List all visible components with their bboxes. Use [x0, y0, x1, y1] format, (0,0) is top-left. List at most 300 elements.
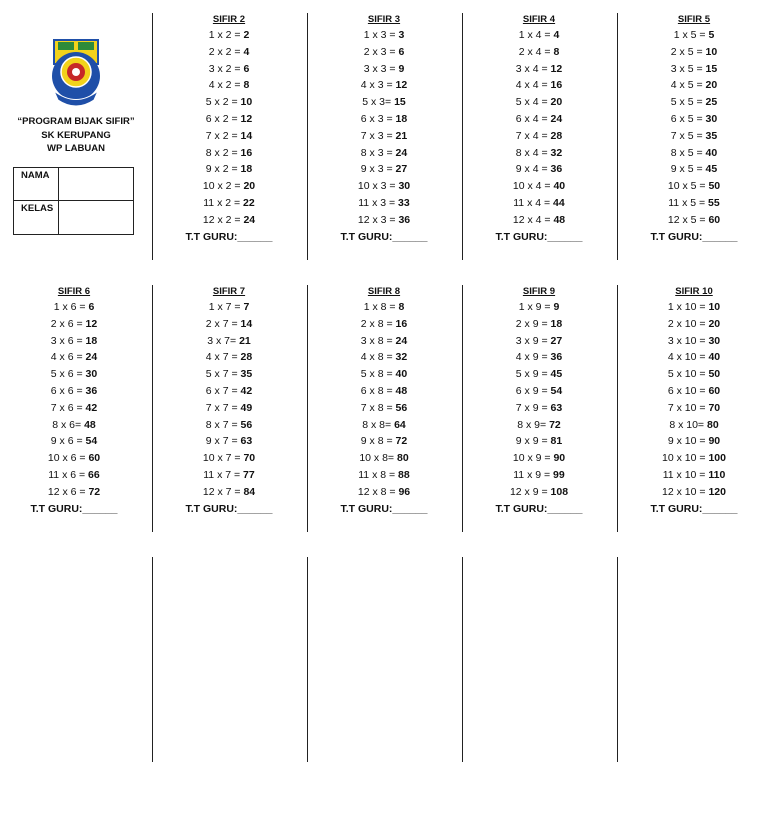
- sifir-row: [154, 433, 304, 450]
- sifir-title: SIFIR 6: [57, 286, 91, 297]
- sifir-answer: 30: [398, 180, 411, 193]
- sifir-answer: 100: [708, 452, 726, 465]
- sifir-answer: 64: [394, 418, 406, 431]
- sifir-answer: 48: [553, 213, 566, 226]
- sifir-row: [154, 467, 304, 484]
- sifir-answer: 33: [398, 196, 410, 209]
- teacher-signature-line: T.T GURU:______: [340, 502, 428, 515]
- sifir-question: 12 x 3 =: [357, 213, 399, 226]
- sifir-question: 6 x 6 =: [50, 384, 86, 397]
- sifir-question: 3 x 10 =: [667, 334, 709, 347]
- sifir-answer: 18: [395, 112, 408, 125]
- sifir-question: 12 x 6 =: [47, 485, 89, 498]
- sifir-answer: 70: [243, 452, 256, 465]
- sifir-question: 5 x 5 =: [670, 96, 706, 109]
- sifir-row: [619, 299, 768, 316]
- sifir-row: [464, 128, 614, 145]
- sifir-answer: 14: [240, 129, 253, 142]
- sifir-answer: 24: [395, 334, 408, 347]
- sifir-answer: 36: [85, 384, 98, 397]
- sifir-question: 5 x 7 =: [205, 368, 241, 381]
- sifir-answer: 16: [550, 79, 563, 92]
- teacher-signature-line: T.T GURU:______: [495, 502, 583, 515]
- sifir-question: 6 x 9 =: [515, 384, 551, 397]
- sifir-row: [619, 400, 768, 417]
- sifir-row: [0, 417, 149, 434]
- sifir-answer: 36: [398, 213, 411, 226]
- sifir-row: [464, 161, 614, 178]
- sifir-row: [0, 316, 149, 333]
- sifir-answer: 16: [240, 146, 253, 159]
- sifir-question: 6 x 7 =: [205, 384, 241, 397]
- sifir-row: [309, 161, 459, 178]
- sifir-question: 4 x 4 =: [515, 79, 551, 92]
- sifir-row: [619, 178, 768, 195]
- column-divider: [307, 557, 308, 762]
- sifir-row: [464, 417, 614, 434]
- sifir-question: 2 x 5 =: [670, 45, 706, 58]
- sifir-question: 2 x 2 =: [208, 45, 244, 58]
- column-divider: [462, 13, 463, 260]
- sifir-answer: 90: [708, 435, 721, 448]
- sifir-question: 7 x 6 =: [50, 401, 86, 414]
- sifir-question: 7 x 8 =: [360, 401, 396, 414]
- sifir-question: 5 x 3=: [362, 96, 395, 109]
- school-crest-icon: [44, 36, 108, 110]
- sifir-answer: 12: [550, 62, 563, 75]
- sifir-question: 4 x 8 =: [360, 351, 396, 364]
- sifir-row: [619, 450, 768, 467]
- sifir-row: [309, 145, 459, 162]
- sifir-question: 7 x 7 =: [205, 401, 241, 414]
- sifir-row: [154, 212, 304, 229]
- sifir-row: [309, 27, 459, 44]
- sifir-question: 3 x 5 =: [670, 62, 706, 75]
- sifir-question: 3 x 8 =: [360, 334, 396, 347]
- sifir-row: [154, 161, 304, 178]
- sifir-question: 1 x 9 =: [518, 301, 554, 313]
- sifir-answer: 120: [708, 485, 726, 498]
- sifir-table: [464, 13, 614, 246]
- sifir-row: [154, 316, 304, 333]
- sifir-answer: 10: [708, 301, 721, 313]
- sifir-question: 3 x 6 =: [50, 334, 86, 347]
- sifir-row: [619, 316, 768, 333]
- sifir-row: [309, 94, 459, 111]
- sifir-title: SIFIR 10: [675, 286, 713, 297]
- sifir-question: 11 x 8 =: [358, 468, 399, 481]
- teacher-signature-line: T.T GURU:______: [650, 230, 738, 243]
- sifir-answer: 10: [240, 96, 253, 109]
- sifir-answer: 96: [398, 485, 411, 498]
- sifir-question: 11 x 2 =: [203, 196, 244, 209]
- sifir-row: [619, 94, 768, 111]
- sifir-answer: 30: [85, 368, 98, 381]
- sifir-question: 10 x 6 =: [47, 452, 89, 465]
- sifir-answer: 4: [243, 45, 250, 58]
- sifir-row: [464, 484, 614, 501]
- sifir-question: 7 x 2 =: [205, 129, 241, 142]
- sifir-question: 7 x 4 =: [515, 129, 551, 142]
- sifir-title: SIFIR 7: [212, 286, 246, 297]
- column-divider: [462, 285, 463, 532]
- sifir-row: [0, 366, 149, 383]
- sifir-answer: 12: [85, 317, 98, 330]
- sifir-question: 2 x 3 =: [363, 45, 399, 58]
- sifir-answer: 28: [550, 129, 563, 142]
- teacher-signature-line: T.T GURU:______: [185, 502, 273, 515]
- sifir-row: [619, 145, 768, 162]
- sifir-answer: 60: [88, 452, 101, 465]
- sifir-row: [619, 77, 768, 94]
- sifir-question: 3 x 9 =: [515, 334, 551, 347]
- sifir-answer: 99: [553, 468, 565, 481]
- sifir-question: 9 x 7 =: [205, 435, 241, 448]
- sifir-answer: 110: [708, 468, 726, 481]
- sifir-answer: 45: [705, 163, 718, 176]
- sifir-question: 5 x 6 =: [50, 368, 86, 381]
- column-divider: [617, 285, 618, 532]
- sifir-row: [0, 484, 149, 501]
- sifir-answer: 28: [240, 351, 253, 364]
- sifir-question: 8 x 6=: [52, 418, 85, 431]
- sifir-answer: 55: [708, 196, 720, 209]
- sifir-answer: 4: [553, 29, 560, 41]
- sifir-answer: 72: [549, 418, 561, 431]
- sifir-answer: 9: [553, 301, 560, 313]
- sifir-question: 4 x 7 =: [205, 351, 241, 364]
- sifir-question: 6 x 2 =: [205, 112, 241, 125]
- sifir-answer: 27: [395, 163, 408, 176]
- sifir-row: [309, 383, 459, 400]
- sifir-row: [154, 61, 304, 78]
- sifir-answer: 15: [394, 96, 406, 109]
- sifir-row: [619, 383, 768, 400]
- sifir-question: 10 x 8=: [359, 452, 397, 465]
- sifir-question: 7 x 5 =: [670, 129, 706, 142]
- sifir-question: 8 x 9=: [517, 418, 550, 431]
- sifir-question: 7 x 3 =: [360, 129, 396, 142]
- sifir-row: [464, 111, 614, 128]
- column-divider: [307, 285, 308, 532]
- sifir-row: [309, 128, 459, 145]
- sifir-question: 3 x 2 =: [208, 62, 244, 75]
- sifir-row: [154, 94, 304, 111]
- column-divider: [152, 557, 153, 762]
- nama-row: [14, 168, 133, 201]
- sifir-question: 4 x 9 =: [515, 351, 551, 364]
- sifir-answer: 18: [240, 163, 253, 176]
- sifir-row: [619, 27, 768, 44]
- sifir-question: 8 x 4 =: [515, 146, 551, 159]
- sifir-question: 12 x 4 =: [512, 213, 554, 226]
- sifir-question: 9 x 5 =: [670, 163, 706, 176]
- sifir-row: [0, 349, 149, 366]
- sifir-question: 11 x 6 =: [48, 468, 89, 481]
- nama-label: NAMA: [14, 168, 59, 200]
- sifir-question: 6 x 4 =: [515, 112, 551, 125]
- sifir-answer: 80: [706, 418, 719, 431]
- sifir-row: [619, 417, 768, 434]
- sifir-question: 11 x 4 =: [513, 196, 554, 209]
- sifir-question: 11 x 5 =: [668, 196, 709, 209]
- sifir-answer: 20: [705, 79, 718, 92]
- sifir-row: [309, 111, 459, 128]
- sifir-row: [464, 383, 614, 400]
- sifir-table: [309, 13, 459, 246]
- sifir-answer: 80: [396, 452, 409, 465]
- sifir-answer: 45: [550, 368, 563, 381]
- sifir-question: 11 x 7 =: [203, 468, 244, 481]
- sifir-row: [154, 450, 304, 467]
- sifir-answer: 72: [395, 435, 408, 448]
- sifir-answer: 24: [550, 112, 563, 125]
- sifir-question: 2 x 8 =: [360, 317, 396, 330]
- sifir-row: [309, 212, 459, 229]
- sifir-title: SIFIR 5: [677, 14, 711, 25]
- sifir-answer: 70: [708, 401, 721, 414]
- sifir-row: [0, 299, 149, 316]
- sifir-answer: 66: [88, 468, 100, 481]
- sifir-row: [154, 178, 304, 195]
- sifir-row: [309, 44, 459, 61]
- sifir-question: 1 x 5 =: [673, 29, 709, 41]
- sifir-row: [464, 77, 614, 94]
- school-header: [8, 36, 144, 156]
- sifir-answer: 30: [708, 334, 721, 347]
- sifir-answer: 18: [550, 317, 563, 330]
- sifir-table: [619, 285, 768, 518]
- sifir-row: [0, 333, 149, 350]
- sifir-question: 10 x 3 =: [357, 180, 399, 193]
- sifir-answer: 8: [398, 301, 405, 313]
- sifir-row: [0, 450, 149, 467]
- sifir-question: 4 x 5 =: [670, 79, 706, 92]
- sifir-question: 2 x 9 =: [515, 317, 551, 330]
- sifir-question: 9 x 4 =: [515, 163, 551, 176]
- sifir-answer: 84: [243, 485, 256, 498]
- sifir-answer: 8: [243, 79, 250, 92]
- sifir-row: [154, 77, 304, 94]
- sifir-answer: 9: [398, 62, 405, 75]
- teacher-signature-line: T.T GURU:______: [650, 502, 738, 515]
- sifir-answer: 44: [553, 196, 565, 209]
- sifir-question: 1 x 7 =: [208, 301, 244, 313]
- sifir-answer: 21: [239, 334, 251, 347]
- sifir-row: [464, 178, 614, 195]
- sifir-answer: 22: [243, 196, 255, 209]
- sifir-question: 2 x 10 =: [667, 317, 709, 330]
- sifir-answer: 7: [243, 301, 250, 313]
- sifir-table: [309, 285, 459, 518]
- teacher-signature-line: T.T GURU:______: [495, 230, 583, 243]
- sifir-answer: 49: [240, 401, 253, 414]
- sifir-question: 11 x 10 =: [662, 468, 709, 481]
- sifir-question: 6 x 10 =: [667, 384, 709, 397]
- sifir-row: [464, 349, 614, 366]
- sifir-question: 4 x 6 =: [50, 351, 86, 364]
- school-name: SK KERUPANG: [41, 129, 111, 141]
- sifir-answer: 21: [395, 129, 408, 142]
- sifir-row: [464, 145, 614, 162]
- sifir-answer: 63: [240, 435, 253, 448]
- sifir-row: [154, 417, 304, 434]
- sifir-question: 4 x 3 =: [360, 79, 396, 92]
- teacher-signature-line: T.T GURU:______: [185, 230, 273, 243]
- sifir-answer: 88: [398, 468, 410, 481]
- sifir-row: [309, 61, 459, 78]
- sifir-row: [619, 333, 768, 350]
- sifir-question: 12 x 2 =: [202, 213, 244, 226]
- sifir-row: [154, 299, 304, 316]
- sifir-row: [309, 433, 459, 450]
- sifir-table: [154, 13, 304, 246]
- column-divider: [152, 13, 153, 260]
- sifir-row: [154, 128, 304, 145]
- sifir-title: SIFIR 8: [367, 286, 401, 297]
- sifir-question: 9 x 9 =: [515, 435, 551, 448]
- sifir-answer: 50: [708, 368, 721, 381]
- sifir-answer: 6: [88, 301, 95, 313]
- sifir-question: 10 x 2 =: [202, 180, 244, 193]
- sifir-row: [154, 145, 304, 162]
- sifir-answer: 54: [550, 384, 563, 397]
- sifir-table: [619, 13, 768, 246]
- sifir-question: 9 x 3 =: [360, 163, 396, 176]
- sifir-question: 5 x 10 =: [667, 368, 709, 381]
- sifir-row: [464, 27, 614, 44]
- sifir-answer: 14: [240, 317, 253, 330]
- sifir-answer: 60: [708, 384, 721, 397]
- sifir-row: [309, 77, 459, 94]
- sifir-title: SIFIR 4: [522, 14, 556, 25]
- sifir-row: [619, 61, 768, 78]
- sifir-row: [309, 484, 459, 501]
- sifir-answer: 24: [85, 351, 98, 364]
- sifir-answer: 48: [84, 418, 96, 431]
- sifir-answer: 20: [708, 317, 721, 330]
- sifir-answer: 42: [85, 401, 98, 414]
- sifir-row: [154, 400, 304, 417]
- sifir-answer: 77: [243, 468, 255, 481]
- kelas-label: KELAS: [14, 201, 59, 234]
- sifir-answer: 30: [705, 112, 718, 125]
- school-location: WP LABUAN: [47, 143, 105, 154]
- sifir-row: [619, 212, 768, 229]
- sifir-answer: 42: [240, 384, 253, 397]
- sifir-question: 10 x 4 =: [512, 180, 554, 193]
- sifir-answer: 35: [705, 129, 718, 142]
- teacher-signature-line: T.T GURU:______: [30, 502, 118, 515]
- sifir-row: [309, 316, 459, 333]
- sifir-answer: 5: [708, 29, 715, 41]
- sifir-question: 6 x 5 =: [670, 112, 706, 125]
- sifir-answer: 40: [395, 368, 408, 381]
- sifir-row: [464, 94, 614, 111]
- sifir-answer: 32: [550, 146, 563, 159]
- sifir-answer: 108: [550, 485, 569, 498]
- sifir-question: 1 x 4 =: [518, 29, 554, 41]
- sifir-row: [464, 400, 614, 417]
- sifir-row: [309, 333, 459, 350]
- sifir-answer: 81: [550, 435, 563, 448]
- sifir-answer: 40: [708, 351, 721, 364]
- sifir-question: 1 x 2 =: [208, 29, 244, 41]
- sifir-question: 9 x 2 =: [205, 163, 241, 176]
- sifir-row: [154, 44, 304, 61]
- sifir-question: 9 x 6 =: [50, 435, 86, 448]
- sifir-row: [309, 195, 459, 212]
- sifir-row: [154, 27, 304, 44]
- sifir-table: [154, 285, 304, 518]
- column-divider: [462, 557, 463, 762]
- sifir-question: 12 x 10 =: [662, 485, 709, 498]
- sifir-answer: 18: [85, 334, 98, 347]
- sifir-question: 7 x 10 =: [667, 401, 709, 414]
- teacher-signature-line: T.T GURU:______: [340, 230, 428, 243]
- sifir-question: 3 x 3 =: [363, 62, 399, 75]
- program-title: “PROGRAM BIJAK SIFIR”: [17, 116, 135, 127]
- sifir-table: [0, 285, 149, 518]
- sifir-title: SIFIR 9: [522, 286, 556, 297]
- sifir-answer: 27: [550, 334, 563, 347]
- sifir-answer: 16: [395, 317, 408, 330]
- sifir-question: 9 x 10 =: [667, 435, 709, 448]
- sifir-question: 10 x 9 =: [512, 452, 554, 465]
- column-divider: [617, 13, 618, 260]
- sifir-title: SIFIR 3: [367, 14, 401, 25]
- sifir-answer: 25: [705, 96, 718, 109]
- sifir-question: 7 x 9 =: [515, 401, 551, 414]
- sifir-question: 5 x 2 =: [205, 96, 241, 109]
- sifir-answer: 60: [708, 213, 721, 226]
- sifir-answer: 32: [395, 351, 408, 364]
- sifir-answer: 35: [240, 368, 253, 381]
- sifir-row: [154, 333, 304, 350]
- column-divider: [152, 285, 153, 532]
- sifir-answer: 40: [553, 180, 566, 193]
- sifir-row: [0, 383, 149, 400]
- sifir-question: 1 x 10 =: [667, 301, 709, 313]
- sifir-question: 4 x 10 =: [667, 351, 709, 364]
- sifir-row: [464, 299, 614, 316]
- sifir-answer: 90: [553, 452, 566, 465]
- sifir-question: 10 x 5 =: [667, 180, 709, 193]
- sifir-question: 10 x 10 =: [662, 452, 709, 465]
- sifir-question: 8 x 5 =: [670, 146, 706, 159]
- kelas-row: [14, 201, 133, 234]
- sifir-row: [0, 433, 149, 450]
- sifir-answer: 24: [395, 146, 408, 159]
- sifir-row: [464, 316, 614, 333]
- sifir-question: 8 x 3 =: [360, 146, 396, 159]
- sifir-question: 8 x 2 =: [205, 146, 241, 159]
- sifir-question: 12 x 9 =: [509, 485, 551, 498]
- sifir-question: 8 x 7 =: [205, 418, 241, 431]
- sifir-row: [309, 366, 459, 383]
- sifir-answer: 48: [395, 384, 408, 397]
- sifir-question: 2 x 7 =: [205, 317, 241, 330]
- sifir-row: [619, 349, 768, 366]
- sifir-question: 11 x 9 =: [513, 468, 554, 481]
- sifir-row: [619, 433, 768, 450]
- sifir-question: 2 x 6 =: [50, 317, 86, 330]
- sifir-row: [464, 61, 614, 78]
- sifir-question: 6 x 3 =: [360, 112, 396, 125]
- sifir-row: [309, 178, 459, 195]
- column-divider: [617, 557, 618, 762]
- column-divider: [307, 13, 308, 260]
